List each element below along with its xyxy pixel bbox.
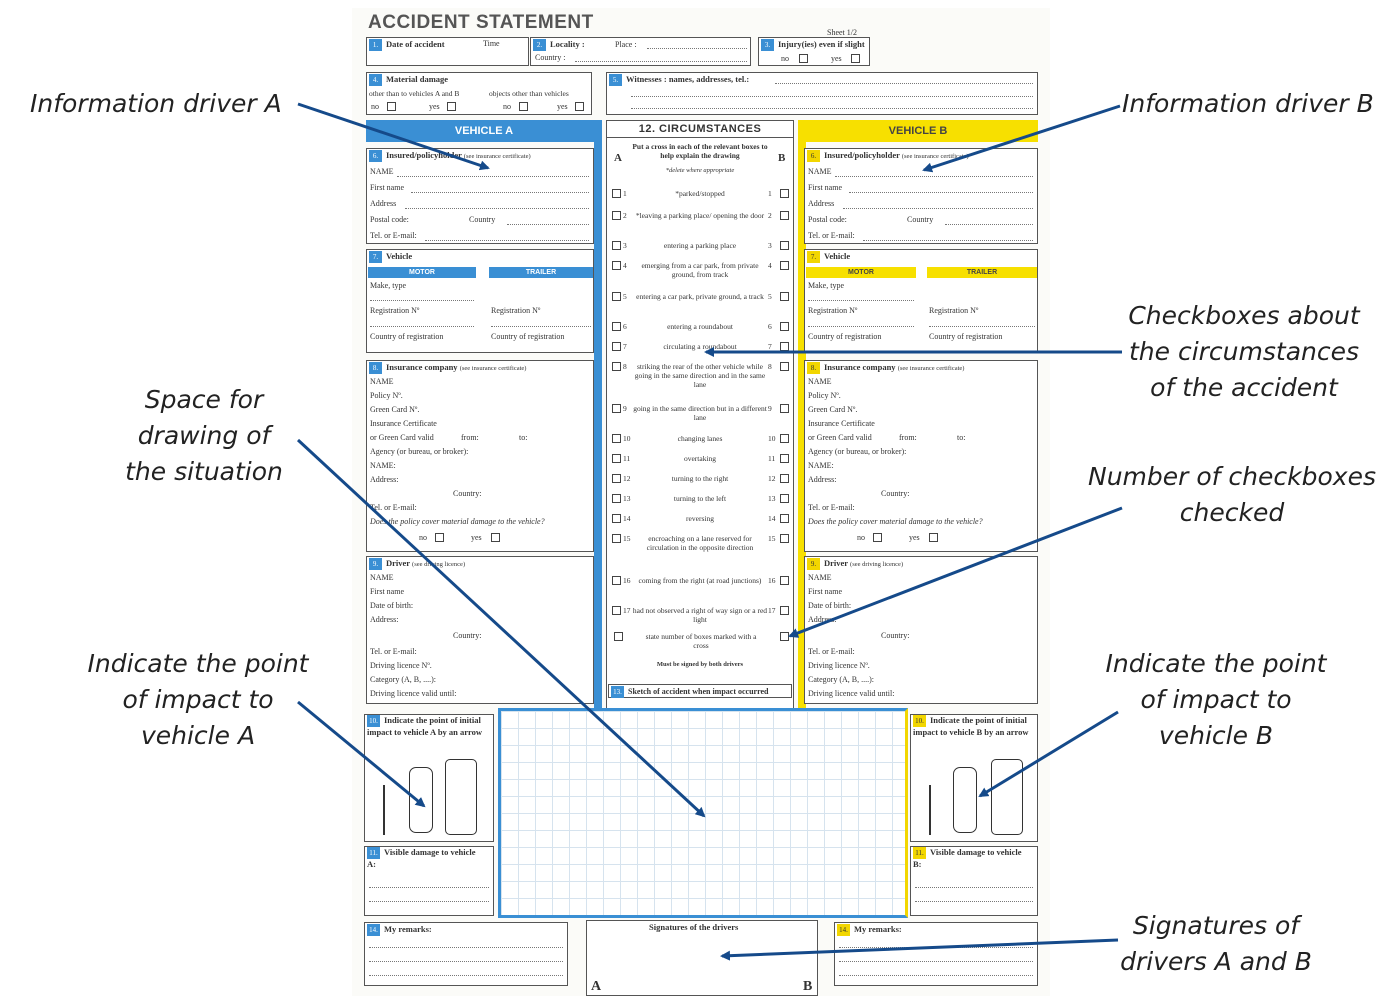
circumstance-a-checkbox[interactable] — [612, 211, 621, 220]
circumstance-text: changing lanes — [677, 434, 723, 443]
driver-a-dob: Date of birth: — [370, 601, 414, 610]
count-b-box[interactable] — [780, 632, 789, 641]
place-label: Place : — [615, 40, 637, 49]
driver-a-tel: Tel. or E-mail: — [370, 647, 417, 656]
driver-b-name: NAME — [808, 573, 832, 582]
annotation-checkboxes-line-3: of the accident — [1150, 373, 1338, 402]
circumstance-number-b: 7 — [768, 342, 772, 351]
material-damage-label: Material damage — [386, 74, 449, 84]
car-b-icon[interactable] — [953, 767, 977, 833]
circumstance-number-a: 3 — [623, 241, 627, 250]
form-title: ACCIDENT STATEMENT — [368, 12, 594, 33]
insurance-a-or-green: or Green Card valid — [370, 433, 434, 442]
circumstance-number-a: 12 — [623, 474, 631, 483]
circumstance-b-checkbox[interactable] — [780, 404, 789, 413]
annotation-signatures-line-2: drivers A and B — [1120, 947, 1312, 976]
driver-a-valid-until: Driving licence valid until: — [370, 689, 457, 698]
insured-a-tel: Tel. or E-mail: — [370, 231, 417, 240]
circumstance-a-checkbox[interactable] — [612, 292, 621, 301]
truck-a-icon[interactable] — [445, 759, 477, 835]
annotation-checkboxes-line-2: the circumstances — [1128, 337, 1360, 366]
circumstance-text: turning to the left — [673, 494, 727, 503]
insurance-b-tel: Tel. or E-mail: — [808, 503, 855, 512]
driver-a-see-licence: (see driving licence) — [412, 561, 466, 568]
column-a-label: A — [614, 152, 622, 164]
circumstance-a-checkbox[interactable] — [612, 514, 621, 523]
circumstance-b-checkbox[interactable] — [780, 474, 789, 483]
circumstance-number-b: 1 — [768, 189, 772, 198]
motor-a-label: MOTOR — [368, 267, 476, 278]
impact-a-label: Indicate the point of initial impact to vehicle A by an arrow — [367, 715, 483, 737]
annotation-drawing-line-2: drawing of — [137, 421, 271, 450]
annotation-signatures-line-1: Signatures of — [1132, 911, 1300, 940]
circumstance-number-b: 5 — [768, 292, 772, 301]
cover-a-yes-checkbox[interactable] — [491, 533, 500, 542]
motor-b-make: Make, type — [808, 281, 844, 290]
cover-b-yes-checkbox[interactable] — [929, 533, 938, 542]
sketch-title-bar: 13. Sketch of accident when impact occurred — [608, 684, 792, 698]
insurance-a-label: Insurance company — [386, 362, 458, 372]
vehicle-b-section: 7. Vehicle MOTOR TRAILER Make, type Registration Nº Registration Nº Country of registration Country of registration — [804, 249, 1038, 353]
md-no-label: no — [371, 102, 379, 111]
insured-b-country: Country — [907, 215, 934, 224]
annotation-impact-b-line-3: vehicle B — [1158, 721, 1274, 750]
must-sign-note: Must be signed by both drivers — [656, 661, 744, 668]
vehicle-b-label: Vehicle — [824, 251, 851, 261]
circumstance-a-checkbox[interactable] — [612, 494, 621, 503]
date-label: Date of accident — [386, 39, 445, 49]
md-objects-no-checkbox[interactable] — [519, 102, 528, 111]
circumstance-text: emerging from a car park, from private ground, from track — [641, 261, 759, 279]
insurance-b-or-green: or Green Card valid — [808, 433, 872, 442]
circumstance-number-b: 9 — [768, 404, 772, 413]
insurance-a-policy: Policy Nº. — [370, 391, 403, 400]
circumstance-b-checkbox[interactable] — [780, 189, 789, 198]
circumstance-a-checkbox[interactable] — [612, 454, 621, 463]
count-a-box[interactable] — [614, 632, 623, 641]
country-label: Country : — [535, 53, 566, 62]
circumstance-b-checkbox[interactable] — [780, 514, 789, 523]
circumstance-text: overtaking — [683, 454, 717, 463]
car-a-icon[interactable] — [409, 767, 433, 833]
insurance-b-address: Address: — [808, 475, 837, 484]
sketch-label: Sketch of accident when impact occurred — [628, 687, 769, 696]
circumstance-text: encroaching on a lane reserved for circulation in the opposite direction — [646, 534, 754, 552]
circumstance-b-checkbox[interactable] — [780, 342, 789, 351]
trailer-b-registration: Registration Nº — [929, 306, 979, 315]
insurance-b-from: from: — [899, 433, 917, 442]
trailer-a-label: TRAILER — [489, 267, 593, 278]
insurance-b-green-card: Green Card Nº. — [808, 405, 858, 414]
circumstance-a-checkbox[interactable] — [612, 189, 621, 198]
trailer-b-label: TRAILER — [927, 267, 1037, 278]
insurance-a-tel: Tel. or E-mail: — [370, 503, 417, 512]
driver-b-valid-until: Driving licence valid until: — [808, 689, 895, 698]
driver-a-country: Country: — [453, 631, 482, 640]
motorbike-b-icon[interactable] — [929, 785, 939, 835]
annotation-checked-line-2: checked — [1179, 498, 1285, 527]
annotation-impact-a — [78, 646, 318, 754]
damage-b-label: Visible damage to vehicle B: — [913, 847, 1022, 869]
driver-a-licence: Driving licence Nº. — [370, 661, 432, 670]
circumstance-b-checkbox[interactable] — [780, 241, 789, 250]
insurance-a-green-card: Green Card Nº. — [370, 405, 420, 414]
annotation-checked — [1074, 459, 1390, 531]
trailer-a-registration: Registration Nº — [491, 306, 541, 315]
insured-a-label: Insured/policyholder — [386, 150, 462, 160]
insurance-b-name: NAME — [808, 377, 832, 386]
delete-note: *delete where appropriate — [665, 167, 735, 174]
insured-b-section: 6. Insured/policyholder (see insurance certificate) NAME First name Address Postal code: Country Tel. or E-mail: — [804, 148, 1038, 244]
annotation-checkboxes-line-1: Checkboxes about — [1128, 301, 1360, 330]
remarks-a-section: 14. My remarks: — [364, 922, 568, 986]
driver-a-address: Address: — [370, 615, 399, 624]
truck-b-icon[interactable] — [991, 759, 1023, 835]
driver-b-address: Address: — [808, 615, 837, 624]
motor-a-make: Make, type — [370, 281, 406, 290]
insured-b-first-name: First name — [808, 183, 842, 192]
circumstance-number-a: 14 — [623, 514, 631, 523]
annotation-driver-a: Information driver A — [30, 89, 282, 118]
cover-a-yes-label: yes — [471, 533, 482, 542]
circumstance-number-a: 6 — [623, 322, 627, 331]
circumstances-instruction: Put a cross in each of the relevant boxes to help explain the drawing — [632, 142, 768, 160]
circumstance-number-a: 8 — [623, 362, 627, 371]
circumstance-a-checkbox[interactable] — [612, 322, 621, 331]
driver-a-first-name: First name — [370, 587, 404, 596]
circumstance-text: striking the rear of the other vehicle while going in the same direction and in the same lane — [634, 362, 766, 389]
driver-a-category: Category (A, B, ....): — [370, 675, 436, 684]
circumstance-number-a: 15 — [623, 534, 631, 543]
damage-a-section: 11. Visible damage to vehicle A: — [364, 846, 494, 916]
insurance-a-agency-name: NAME: — [370, 461, 396, 470]
insurance-b-section: 8. Insurance company (see insurance certificate) NAME Policy Nº. Green Card Nº. Insurance Certificate or Green Card valid from: to: Agency (or bureau, or broker): NAME: Address: Country: Tel. or E-mail: Does the policy cover material damage to the vehicle? no yes — [804, 360, 1038, 552]
state-number-label: state number of boxes marked with a cross — [645, 632, 757, 650]
annotation-driver-b: Information driver B — [1122, 89, 1374, 118]
driver-a-label: Driver — [386, 558, 410, 568]
annotation-checkboxes — [1104, 298, 1384, 406]
circumstance-number-a: 4 — [623, 261, 627, 270]
circumstance-b-checkbox[interactable] — [780, 534, 789, 543]
insured-b-see-cert: (see insurance certificate) — [901, 153, 969, 160]
injuries-yes-label: yes — [831, 54, 842, 63]
remarks-b-label: My remarks: — [854, 924, 902, 934]
accident-statement-form — [352, 8, 1050, 996]
circumstance-number-a: 11 — [623, 454, 631, 463]
insurance-b-agency-name: NAME: — [808, 461, 834, 470]
circumstance-a-checkbox[interactable] — [612, 404, 621, 413]
motor-b-country: Country of registration — [808, 332, 882, 341]
motorbike-a-icon[interactable] — [383, 785, 393, 835]
md-no-label-2: no — [503, 102, 511, 111]
remarks-a-label: My remarks: — [384, 924, 432, 934]
circumstance-b-checkbox[interactable] — [780, 211, 789, 220]
signatures-label: Signatures of the drivers — [649, 922, 739, 932]
circumstance-b-checkbox[interactable] — [780, 606, 789, 615]
circumstance-number-b: 11 — [768, 454, 776, 463]
insurance-a-country: Country: — [453, 489, 482, 498]
circumstance-text: *parked/stopped — [675, 189, 725, 198]
injuries-no-label: no — [781, 54, 789, 63]
circumstance-text: entering a parking place — [663, 241, 737, 250]
cover-a-no-checkbox[interactable] — [435, 533, 444, 542]
md-vehicles-label: other than to vehicles A and B — [369, 89, 460, 98]
circumstance-number-a: 7 — [623, 342, 627, 351]
time-label: Time — [483, 39, 500, 48]
insured-b-address: Address — [808, 199, 835, 208]
annotation-impact-a-line-1: Indicate the point — [87, 649, 309, 678]
circumstance-a-checkbox[interactable] — [612, 606, 621, 615]
annotation-impact-b — [1096, 646, 1336, 754]
annotation-impact-b-line-1: Indicate the point — [1105, 649, 1327, 678]
insurance-b-cover-question: Does the policy cover material damage to the vehicle? — [808, 517, 983, 526]
vehicle-b-title: VEHICLE B — [888, 125, 948, 137]
driver-a-name: NAME — [370, 573, 394, 582]
circumstance-b-checkbox[interactable] — [780, 261, 789, 270]
insurance-a-section: 8. Insurance company (see insurance certificate) NAME Policy Nº. Green Card Nº. Insurance Certificate or Green Card valid from: to: Agency (or bureau, or broker): NAME: Address: Country: Tel. or E-mail: Does the policy cover material damage to the vehicle? no yes — [366, 360, 594, 552]
circumstance-number-b: 8 — [768, 362, 772, 371]
annotation-impact-b-line-2: of impact to — [1140, 685, 1292, 714]
injuries-yes-checkbox[interactable] — [851, 54, 860, 63]
locality-label: Locality : — [550, 39, 585, 49]
circumstance-text: entering a car park, private ground, a track — [636, 292, 764, 301]
annotation-drawing — [104, 382, 304, 490]
insurance-b-to: to: — [957, 433, 966, 442]
vehicle-a-label: Vehicle — [386, 251, 413, 261]
annotation-drawing-line-1: Space for — [144, 385, 264, 414]
circumstance-number-a: 10 — [623, 434, 631, 443]
circumstance-a-checkbox[interactable] — [612, 474, 621, 483]
cover-b-no-label: no — [857, 533, 865, 542]
driver-b-first-name: First name — [808, 587, 842, 596]
witnesses-label: Witnesses : names, addresses, tel.: — [626, 74, 750, 84]
circumstances-title: 12. CIRCUMSTANCES — [606, 120, 794, 138]
circumstance-number-b: 13 — [768, 494, 776, 503]
material-damage-section: 4. Material damage other than to vehicles A and B objects other than vehicles no yes no yes — [366, 72, 592, 115]
circumstance-number-b: 12 — [768, 474, 776, 483]
injuries-no-checkbox[interactable] — [799, 54, 808, 63]
driver-b-licence: Driving licence Nº. — [808, 661, 870, 670]
injuries-section: 3. Injury(ies) even if slight no yes — [758, 37, 870, 66]
date-time-section: 1. Date of accident Time — [366, 37, 529, 66]
annotation-checked-line-1: Number of checkboxes — [1088, 462, 1376, 491]
vehicle-a-stripe — [594, 142, 602, 716]
circumstance-text: turning to the right — [671, 474, 729, 483]
driver-b-country: Country: — [881, 631, 910, 640]
trailer-a-country: Country of registration — [491, 332, 565, 341]
circumstance-number-b: 10 — [768, 434, 776, 443]
circumstance-text: *leaving a parking place/ opening the door — [635, 211, 765, 220]
circumstance-number-b: 3 — [768, 241, 772, 250]
insurance-b-cert: Insurance Certificate — [808, 419, 875, 428]
circumstance-number-b: 15 — [768, 534, 776, 543]
circumstance-text: reversing — [686, 514, 714, 523]
cover-a-no-label: no — [419, 533, 427, 542]
insured-a-see-cert: (see insurance certificate) — [463, 153, 531, 160]
insured-b-tel: Tel. or E-mail: — [808, 231, 855, 240]
signature-b-label: B — [803, 979, 813, 994]
insurance-a-name: NAME — [370, 377, 394, 386]
circumstance-b-checkbox[interactable] — [780, 576, 789, 585]
insurance-b-country: Country: — [881, 489, 910, 498]
md-yes-label-2: yes — [557, 102, 568, 111]
sheet-number: Sheet 1/2 — [827, 28, 857, 37]
circumstance-number-a: 2 — [623, 211, 627, 220]
circumstance-number-b: 4 — [768, 261, 772, 270]
insurance-b-agency: Agency (or bureau, or broker): — [808, 447, 907, 456]
circumstance-number-a: 9 — [623, 404, 627, 413]
impact-a-section: 10. Indicate the point of initial impact to vehicle A by an arrow — [364, 714, 494, 842]
circumstance-a-checkbox[interactable] — [612, 576, 621, 585]
circumstance-number-b: 16 — [768, 576, 776, 585]
circumstance-number-b: 6 — [768, 322, 772, 331]
impact-b-section: 10. Indicate the point of initial impact to vehicle B by an arrow — [910, 714, 1038, 842]
circumstance-number-b: 14 — [768, 514, 776, 523]
circumstance-number-a: 1 — [623, 189, 627, 198]
circumstance-text: entering a roundabout — [667, 322, 733, 331]
cover-b-yes-label: yes — [909, 533, 920, 542]
driver-b-dob: Date of birth: — [808, 601, 852, 610]
insurance-a-agency: Agency (or bureau, or broker): — [370, 447, 469, 456]
cover-b-no-checkbox[interactable] — [873, 533, 882, 542]
witnesses-section: 5. Witnesses : names, addresses, tel.: — [606, 72, 1038, 115]
circumstance-number-a: 17 — [623, 606, 631, 615]
signature-a-label: A — [591, 979, 602, 994]
trailer-b-country: Country of registration — [929, 332, 1003, 341]
vehicle-a-section: 7. Vehicle MOTOR TRAILER Make, type Registration Nº Registration Nº Country of registration Country of registration — [366, 249, 594, 353]
insured-a-country: Country — [469, 215, 496, 224]
annotation-impact-a-line-3: vehicle A — [140, 721, 256, 750]
driver-b-label: Driver — [824, 558, 848, 568]
driver-b-see-licence: (see driving licence) — [850, 561, 904, 568]
insured-a-section: 6. Insured/policyholder (see insurance certificate) NAME First name Address Postal code: Country Tel. or E-mail: — [366, 148, 594, 244]
insured-a-postal: Postal code: — [370, 215, 409, 224]
remarks-b-section: 14. My remarks: — [834, 922, 1038, 986]
location-section: 2. Locality : Place : Country : — [530, 37, 751, 66]
damage-a-label: Visible damage to vehicle A: — [367, 847, 476, 869]
md-yes-label: yes — [429, 102, 440, 111]
insured-a-first-name: First name — [370, 183, 404, 192]
circumstance-text: coming from the right (at road junctions) — [638, 576, 762, 585]
insurance-a-see-cert: (see insurance certificate) — [459, 365, 527, 372]
circumstance-text: had not observed a right of way sign or a red light — [632, 606, 768, 624]
insurance-a-cert: Insurance Certificate — [370, 419, 437, 428]
annotation-impact-a-line-2: of impact to — [122, 685, 274, 714]
circumstance-a-checkbox[interactable] — [612, 434, 621, 443]
impact-b-label: Indicate the point of initial impact to vehicle B by an arrow — [913, 715, 1029, 737]
driver-b-tel: Tel. or E-mail: — [808, 647, 855, 656]
circumstance-b-checkbox[interactable] — [780, 454, 789, 463]
circumstance-a-checkbox[interactable] — [612, 241, 621, 250]
md-vehicles-yes-checkbox[interactable] — [447, 102, 456, 111]
motor-a-registration: Registration Nº — [370, 306, 420, 315]
insurance-b-see-cert: (see insurance certificate) — [897, 365, 965, 372]
insurance-a-to: to: — [519, 433, 528, 442]
circumstance-number-b: 17 — [768, 606, 776, 615]
circumstance-number-a: 13 — [623, 494, 631, 503]
circumstance-text: going in the same direction but in a different lane — [633, 404, 767, 422]
circumstance-a-checkbox[interactable] — [612, 534, 621, 543]
circumstance-b-checkbox[interactable] — [780, 322, 789, 331]
insurance-a-cover-question: Does the policy cover material damage to the vehicle? — [370, 517, 545, 526]
md-objects-label: objects other than vehicles — [489, 89, 569, 98]
circumstance-text: circulating a roundabout — [663, 342, 737, 351]
motor-a-country: Country of registration — [370, 332, 444, 341]
insured-a-name: NAME — [370, 167, 394, 176]
signatures-section — [586, 920, 818, 996]
insured-b-postal: Postal code: — [808, 215, 847, 224]
injuries-label: Injury(ies) even if slight — [778, 39, 865, 49]
circumstance-number-b: 2 — [768, 211, 772, 220]
insured-b-name: NAME — [808, 167, 832, 176]
driver-b-section: 9. Driver (see driving licence) NAME First name Date of birth: Address: Country: Tel. or E-mail: Driving licence Nº. Category (A, B, ....): Driving licence valid until: — [804, 556, 1038, 704]
annotation-signatures — [1096, 908, 1336, 980]
circumstance-b-checkbox[interactable] — [780, 494, 789, 503]
insurance-b-label: Insurance company — [824, 362, 896, 372]
driver-b-category: Category (A, B, ....): — [808, 675, 874, 684]
motor-b-label: MOTOR — [806, 267, 916, 278]
insured-a-address: Address — [370, 199, 397, 208]
circumstance-number-a: 5 — [623, 292, 627, 301]
circumstance-a-checkbox[interactable] — [612, 261, 621, 270]
driver-a-section: 9. Driver (see driving licence) NAME First name Date of birth: Address: Country: Tel. or E-mail: Driving licence Nº. Category (A, B, ....): Driving licence valid until: — [366, 556, 594, 704]
motor-b-registration: Registration Nº — [808, 306, 858, 315]
sketch-area[interactable] — [498, 708, 908, 918]
insured-b-label: Insured/policyholder — [824, 150, 900, 160]
circumstance-number-a: 16 — [623, 576, 631, 585]
md-objects-yes-checkbox[interactable] — [575, 102, 584, 111]
insurance-a-from: from: — [461, 433, 479, 442]
insurance-a-address: Address: — [370, 475, 399, 484]
column-b-label: B — [778, 152, 786, 164]
circumstance-b-checkbox[interactable] — [780, 292, 789, 301]
md-vehicles-no-checkbox[interactable] — [387, 102, 396, 111]
circumstance-b-checkbox[interactable] — [780, 362, 789, 371]
insurance-b-policy: Policy Nº. — [808, 391, 841, 400]
annotation-drawing-line-3: the situation — [125, 457, 283, 486]
vehicle-a-title: VEHICLE A — [454, 125, 514, 137]
circumstance-a-checkbox[interactable] — [612, 362, 621, 371]
circumstance-b-checkbox[interactable] — [780, 434, 789, 443]
circumstance-a-checkbox[interactable] — [612, 342, 621, 351]
damage-b-section: 11. Visible damage to vehicle B: — [910, 846, 1038, 916]
